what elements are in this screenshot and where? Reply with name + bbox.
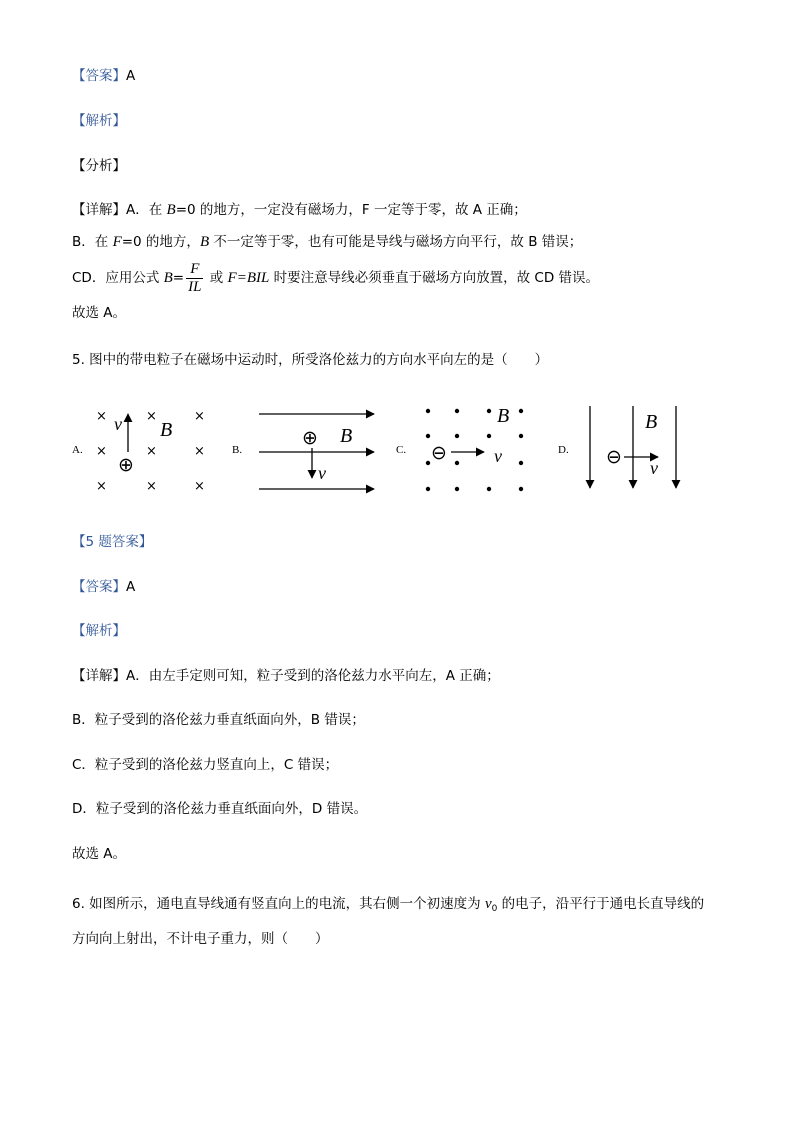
detail-q4-choose-text: 故选 A。 [72, 305, 127, 321]
cross-mark: × [96, 479, 107, 494]
detail-cd-eq: = [172, 270, 185, 286]
fraction-denominator: IL [188, 278, 202, 295]
q5-choose [72, 844, 126, 864]
figure-c-label: C. [396, 444, 407, 456]
answer-line [72, 66, 135, 86]
detail-q4-cd [72, 258, 599, 298]
detail-a-post: =0 的地方，一定没有磁场力，F 一定等于零，故 A 正确； [175, 202, 527, 218]
fenxi-heading [72, 156, 126, 176]
detail-b-post: 不一定等于零，也有可能是导线与磁场方向平行，故 B 错误； [209, 234, 583, 250]
q5-answer-tag: 【答案】 [72, 579, 126, 595]
q6-v0-var: v [484, 896, 492, 912]
question-6-line1 [72, 894, 704, 919]
detail-b-mid: =0 的地方， [121, 234, 200, 250]
q5-detail-b [72, 710, 365, 730]
q5-answer-value: A [126, 579, 136, 595]
q5-analysis-tag: 【解析】 [72, 623, 126, 639]
q6-line2-text: 方向向上射出，不计电子重力，则（ ） [72, 931, 329, 947]
q6-v0-sub: 0 [491, 904, 498, 914]
detail-q4-choose [72, 303, 126, 323]
cross-mark: × [146, 444, 157, 459]
detail-a-var: B [166, 202, 176, 218]
question-5-stem [72, 350, 548, 370]
detail-cd-var: B [163, 270, 173, 286]
formula-fraction [186, 261, 203, 296]
figure-d-diagram [558, 400, 688, 500]
figure-a-diagram [72, 400, 222, 500]
cross-mark: × [96, 444, 107, 459]
detail-cd-post: 时要注意导线必须垂直于磁场方向放置，故 CD 错误。 [269, 270, 600, 286]
cross-mark: × [146, 479, 157, 494]
cross-mark: × [194, 409, 205, 424]
positive-charge-icon: ⊕ [118, 454, 134, 476]
positive-charge-icon: ⊕ [302, 427, 318, 449]
cross-mark: × [194, 479, 205, 494]
detail-cd-formula: F=BIL [227, 270, 270, 286]
fenxi-tag: 【分析】 [72, 158, 126, 174]
cross-mark: × [96, 409, 107, 424]
q5-detail-a-text: A．由左手定则可知，粒子受到的洛伦兹力水平向左，A 正确； [126, 668, 500, 684]
detail-b-var1: F [112, 234, 122, 250]
detail-b-var2: B [199, 234, 210, 250]
q6-line1-post: 的电子，沿平行于通电长直导线的 [497, 896, 705, 912]
cross-mark: × [194, 444, 205, 459]
detail-cd-pre: CD．应用公式 [72, 270, 164, 286]
negative-charge-icon: ⊖ [431, 442, 447, 464]
field-symbol: B [160, 419, 173, 441]
question-5-stem-text: 5. 图中的带电粒子在磁场中运动时，所受洛伦兹力的方向水平向左的是（ ） [72, 352, 549, 368]
negative-charge-icon: ⊖ [606, 446, 622, 468]
velocity-symbol: v [114, 414, 122, 434]
detail-q4-a [72, 200, 527, 220]
q5-detail-a [72, 666, 500, 686]
q6-line1-pre: 6. 如图所示，通电直导线通有竖直向上的电流，其右侧一个初速度为 [72, 896, 485, 912]
cross-marks [96, 409, 205, 494]
figure-b-label: B. [232, 444, 243, 456]
figure-b-diagram [232, 400, 382, 500]
figure-a [72, 400, 222, 500]
field-symbol: B [340, 425, 353, 447]
velocity-symbol: v [650, 458, 658, 478]
answer-value: A [126, 68, 136, 84]
q5-answer-header-text: 【5 题答案】 [72, 534, 153, 550]
detail-b-pre: B．在 [72, 234, 113, 250]
q5-answer-header [72, 532, 152, 552]
q5-detail-tag: 【详解】 [72, 668, 126, 684]
fraction-numerator: F [186, 261, 203, 279]
velocity-symbol: v [318, 463, 326, 483]
detail-tag: 【详解】 [72, 202, 126, 218]
q5-detail-d [72, 799, 367, 819]
q5-detail-b-text: B．粒子受到的洛伦兹力垂直纸面向外，B 错误； [72, 712, 365, 728]
field-symbol: B [645, 411, 658, 433]
q5-analysis-heading [72, 621, 126, 641]
figure-d-label: D. [558, 444, 569, 456]
q5-answer-line [72, 577, 135, 597]
question-6-line2 [72, 929, 329, 949]
figure-b [232, 400, 382, 500]
q5-detail-c-text: C．粒子受到的洛伦兹力竖直向上，C 错误； [72, 757, 339, 773]
figure-a-label: A. [72, 444, 83, 456]
velocity-symbol: v [494, 446, 502, 466]
q5-detail-d-text: D．粒子受到的洛伦兹力垂直纸面向外，D 错误。 [72, 801, 368, 817]
cross-mark: × [146, 409, 157, 424]
q5-choose-text: 故选 A。 [72, 846, 127, 862]
detail-q4-b [72, 232, 582, 252]
figure-c [396, 400, 536, 500]
field-symbol: B [497, 405, 510, 427]
detail-a-pre: A．在 [126, 202, 167, 218]
q5-detail-c [72, 755, 338, 775]
analysis-tag: 【解析】 [72, 113, 126, 129]
analysis-heading [72, 111, 126, 131]
figure-c-diagram [396, 400, 536, 500]
figure-d [558, 400, 688, 500]
answer-tag: 【答案】 [72, 68, 126, 84]
detail-cd-or: 或 [205, 270, 228, 286]
